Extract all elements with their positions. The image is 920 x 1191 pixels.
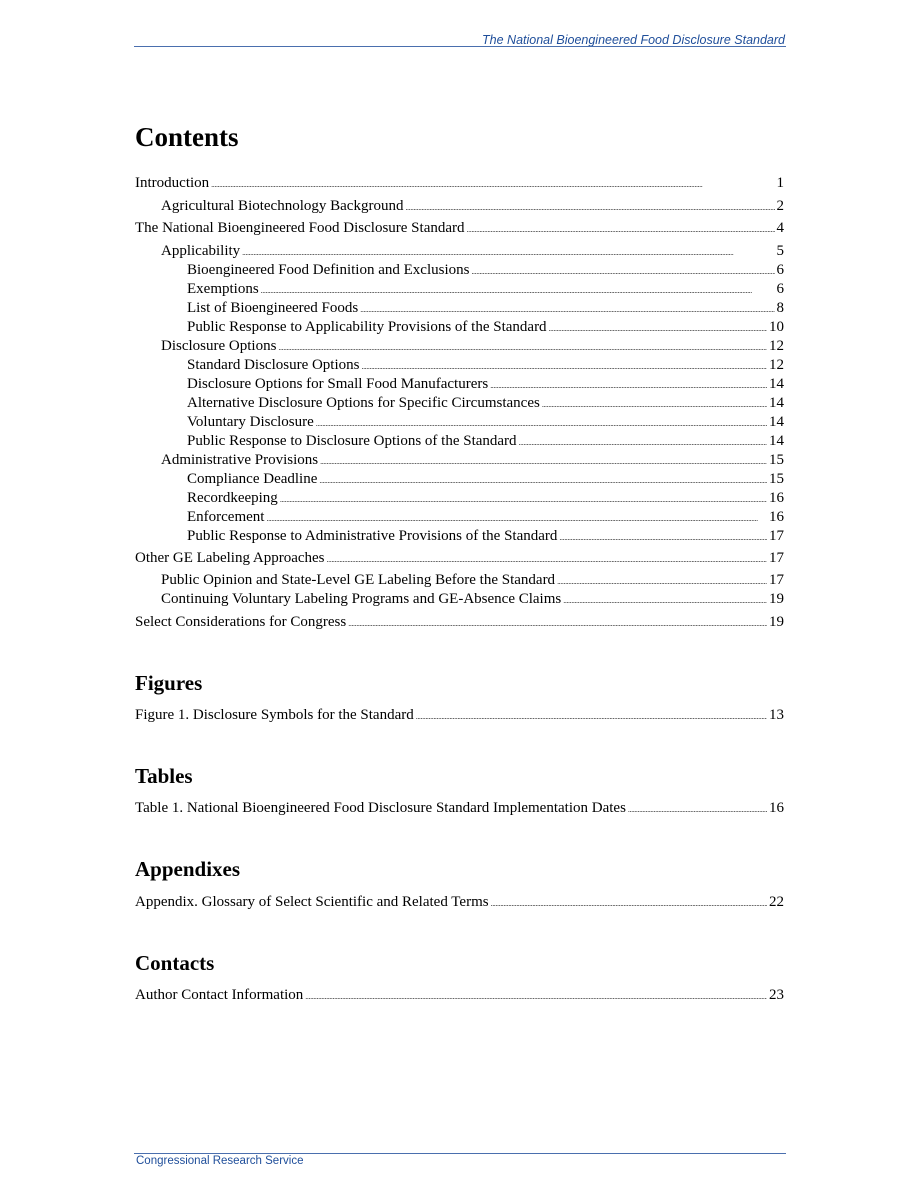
toc-entry[interactable] (135, 613, 784, 632)
contact-entry-page: 23 (769, 987, 784, 1003)
contents-list (135, 174, 784, 634)
dot-leader (490, 375, 767, 395)
toc-entry-page: 14 (769, 433, 784, 449)
toc-entry-page: 15 (769, 452, 784, 468)
toc-entry-title: Introduction (135, 175, 210, 191)
toc-entry-title: Applicability (161, 243, 241, 259)
toc-entry-title: Other GE Labeling Approaches (135, 550, 325, 566)
dot-leader (261, 280, 775, 300)
dot-leader (280, 489, 767, 509)
toc-entry-title: Agricultural Biotechnology Background (161, 198, 404, 214)
appendix-entry[interactable] (135, 893, 784, 912)
dot-leader (467, 219, 775, 239)
tables-list (135, 799, 784, 819)
toc-entry-page: 17 (769, 572, 784, 588)
toc-entry-title: Disclosure Options (161, 338, 277, 354)
toc-entry-title: Standard Disclosure Options (187, 357, 360, 373)
toc-entry[interactable] (135, 242, 784, 261)
toc-entry-title: Public Response to Disclosure Options of the Standard (187, 433, 517, 449)
toc-entry-page: 4 (776, 220, 784, 236)
toc-entry[interactable] (135, 508, 784, 527)
dot-leader (557, 571, 767, 591)
table-entry-title: Table 1. National Bioengineered Food Disclosure Standard Implementation Dates (135, 800, 626, 816)
contents-heading: Contents (135, 122, 239, 152)
toc-entry-title: Public Opinion and State-Level GE Labeling Before the Standard (161, 572, 556, 588)
dot-leader (320, 451, 767, 471)
dot-leader (327, 549, 767, 569)
toc-entry-title: Disclosure Options for Small Food Manufacturers (187, 376, 489, 392)
dot-leader (360, 299, 774, 319)
toc-entry[interactable] (135, 549, 784, 568)
header-rule (134, 46, 786, 47)
toc-entry[interactable] (135, 197, 784, 216)
contact-entry-title: Author Contact Information (135, 987, 304, 1003)
toc-entry[interactable] (135, 219, 784, 238)
tables-heading: Tables (135, 764, 193, 788)
toc-entry-title: Administrative Provisions (161, 452, 319, 468)
figure-entry[interactable] (135, 706, 784, 725)
toc-entry[interactable] (135, 337, 784, 356)
toc-entry-title: Select Considerations for Congress (135, 614, 347, 630)
toc-entry[interactable] (135, 432, 784, 451)
dot-leader (491, 893, 767, 913)
appendixes-list (135, 893, 784, 913)
toc-entry-title: Continuing Voluntary Labeling Programs and GE-Absence Claims (161, 591, 562, 607)
appendixes-heading: Appendixes (135, 857, 241, 881)
appendix-entry-title: Appendix. Glossary of Select Scientific and Related Terms (135, 894, 489, 910)
toc-entry-title: Public Response to Administrative Provisions of the Standard (187, 528, 558, 544)
toc-entry-page: 5 (776, 243, 784, 259)
dot-leader (471, 261, 774, 281)
toc-entry-page: 16 (769, 490, 784, 506)
dot-leader (319, 470, 767, 490)
toc-entry[interactable] (135, 451, 784, 470)
figure-entry-title: Figure 1. Disclosure Symbols for the Standard (135, 707, 414, 723)
toc-entry-page: 2 (776, 198, 784, 214)
dot-leader (242, 242, 774, 262)
dot-leader (361, 356, 767, 376)
toc-entry-page: 8 (776, 300, 784, 316)
dot-leader (563, 590, 767, 610)
toc-entry[interactable] (135, 413, 784, 432)
dot-leader (549, 318, 767, 338)
toc-entry-page: 6 (776, 262, 784, 278)
dot-leader (266, 508, 767, 528)
toc-entry[interactable] (135, 527, 784, 546)
toc-entry-title: Voluntary Disclosure (187, 414, 314, 430)
toc-entry-title: Bioengineered Food Definition and Exclusions (187, 262, 470, 278)
toc-entry-title: List of Bioengineered Foods (187, 300, 359, 316)
toc-entry-page: 14 (769, 395, 784, 411)
toc-entry-page: 17 (769, 550, 784, 566)
toc-entry-title: Compliance Deadline (187, 471, 318, 487)
toc-entry-title: The National Bioengineered Food Disclosure Standard (135, 220, 465, 236)
dot-leader (316, 413, 767, 433)
toc-entry-title: Enforcement (187, 509, 265, 525)
running-header: The National Bioengineered Food Disclosure Standard (482, 33, 785, 47)
toc-entry[interactable] (135, 318, 784, 337)
toc-entry-title: Exemptions (187, 281, 259, 297)
toc-entry-page: 19 (769, 591, 784, 607)
contacts-list (135, 986, 784, 1006)
figures-heading: Figures (135, 671, 203, 695)
dot-leader (305, 986, 767, 1006)
toc-entry[interactable] (135, 470, 784, 489)
toc-entry[interactable] (135, 174, 784, 193)
dot-leader (519, 432, 767, 452)
toc-entry[interactable] (135, 280, 784, 299)
footer-rule (134, 1153, 786, 1154)
dot-leader (405, 197, 774, 217)
dot-leader (348, 613, 767, 633)
toc-entry[interactable] (135, 394, 784, 413)
toc-entry-page: 12 (769, 338, 784, 354)
dot-leader (559, 527, 767, 547)
dot-leader (628, 799, 767, 819)
dot-leader (416, 706, 767, 726)
toc-entry[interactable] (135, 299, 784, 318)
toc-entry-page: 16 (769, 509, 784, 525)
toc-entry[interactable] (135, 261, 784, 280)
toc-entry-page: 17 (769, 528, 784, 544)
toc-entry[interactable] (135, 571, 784, 590)
toc-entry-page: 6 (776, 281, 784, 297)
toc-entry-page: 15 (769, 471, 784, 487)
dot-leader (542, 394, 767, 414)
toc-entry-page: 14 (769, 414, 784, 430)
toc-entry-page: 12 (769, 357, 784, 373)
toc-entry-page: 19 (769, 614, 784, 630)
toc-entry[interactable] (135, 375, 784, 394)
toc-entry-page: 10 (769, 319, 784, 335)
toc-entry-page: 1 (776, 175, 784, 191)
toc-entry-page: 14 (769, 376, 784, 392)
toc-entry[interactable] (135, 590, 784, 609)
table-entry-page: 16 (769, 800, 784, 816)
toc-entry-title: Alternative Disclosure Options for Specific Circumstances (187, 395, 540, 411)
table-entry[interactable] (135, 799, 784, 818)
figure-entry-page: 13 (769, 707, 784, 723)
appendix-entry-page: 22 (769, 894, 784, 910)
contacts-heading: Contacts (135, 951, 215, 975)
figures-list (135, 706, 784, 726)
dot-leader (278, 337, 767, 357)
toc-entry-title: Public Response to Applicability Provisions of the Standard (187, 319, 547, 335)
toc-entry[interactable] (135, 489, 784, 508)
running-footer: Congressional Research Service (136, 1155, 304, 1167)
contact-entry[interactable] (135, 986, 784, 1005)
dot-leader (211, 174, 774, 194)
toc-entry[interactable] (135, 356, 784, 375)
toc-entry-title: Recordkeeping (187, 490, 278, 506)
